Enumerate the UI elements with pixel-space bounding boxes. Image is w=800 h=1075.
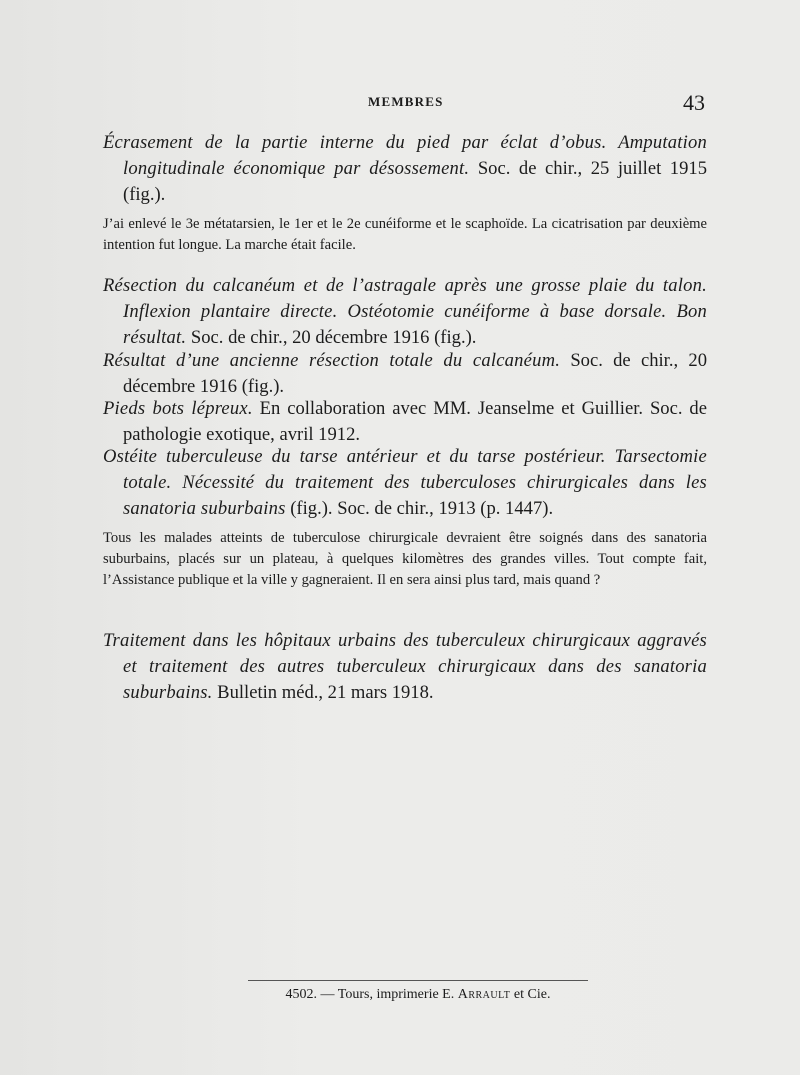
entry-title: Ostéite tuberculeuse du tarse antérieur et du tarse postérieur. Tarsectomie totale. Nécessité du traitement des tuberculoses chirurgicales dans les sanatoria suburbains bbox=[103, 446, 707, 519]
entry-note bbox=[103, 528, 707, 591]
entry-source: Soc. de chir., 20 décembre 1916 (fig.). bbox=[186, 327, 477, 348]
job-number: 4502. bbox=[285, 987, 318, 1002]
imprint-place: Tours, imprimerie E. bbox=[337, 987, 458, 1002]
printer-imprint bbox=[248, 980, 588, 1003]
note-text: J’ai enlevé le 3e métatarsien, le 1er et le 2e cunéiforme et le scaphoïde. La cicatrisation par deuxième intention fut longue. La marche était facile. bbox=[103, 216, 707, 253]
entry-source: (fig.). Soc. de chir., 1913 (p. 1447). bbox=[285, 498, 554, 519]
bibliography-entry bbox=[103, 348, 707, 400]
printer-name: Arrault bbox=[457, 987, 511, 1002]
bibliography-entry bbox=[103, 444, 707, 522]
entry-title: Résection du calcanéum et de l’astragale après une grosse plaie du talon. Inflexion plantaire directe. Ostéotomie cunéiforme à base dorsale. Bon résultat. bbox=[103, 275, 707, 348]
bibliography-entry bbox=[103, 130, 707, 208]
entry-source: Bulletin méd., 21 mars 1918. bbox=[212, 682, 434, 703]
entry-source: Soc. de chir., 25 juillet 1915 (fig.). bbox=[123, 158, 707, 205]
entry-title: Pieds bots lépreux. bbox=[103, 398, 253, 419]
entry-title: Écrasement de la partie interne du pied par éclat d’obus. Amputation longitudinale économique par désossement. bbox=[103, 132, 707, 179]
imprint-dash: — bbox=[317, 987, 338, 1002]
imprint-suffix: et Cie. bbox=[510, 987, 551, 1002]
note-text: Tous les malades atteints de tuberculose chirurgicale devraient être soignés dans des sanatoria suburbains, placés sur un plateau, à quelques kilomètres des grandes villes. Tout compte fait, l’Assistance publique et la ville y gagneraient. Il en sera ainsi plus tard, mais quand ? bbox=[103, 530, 707, 588]
bibliography-entry bbox=[103, 273, 707, 351]
entry-title: Traitement dans les hôpitaux urbains des tuberculeux chirurgicaux aggravés et traitement des autres tuberculeux chirurgicaux dans des sanatoria suburbains. bbox=[103, 630, 707, 703]
running-head bbox=[0, 92, 800, 116]
page-number: 43 bbox=[683, 90, 705, 115]
bibliography-entry bbox=[103, 628, 707, 706]
entry-source: En collaboration avec MM. Jeanselme et Guillier. Soc. de pathologie exotique, avril 1912. bbox=[123, 398, 707, 445]
entry-source: Soc. de chir., 20 décembre 1916 (fig.). bbox=[123, 350, 707, 397]
bibliography-entry bbox=[103, 396, 707, 448]
running-title: MEMBRES bbox=[368, 94, 444, 109]
entry-note bbox=[103, 214, 707, 256]
entry-title: Résultat d’une ancienne résection totale du calcanéum. bbox=[103, 350, 561, 371]
